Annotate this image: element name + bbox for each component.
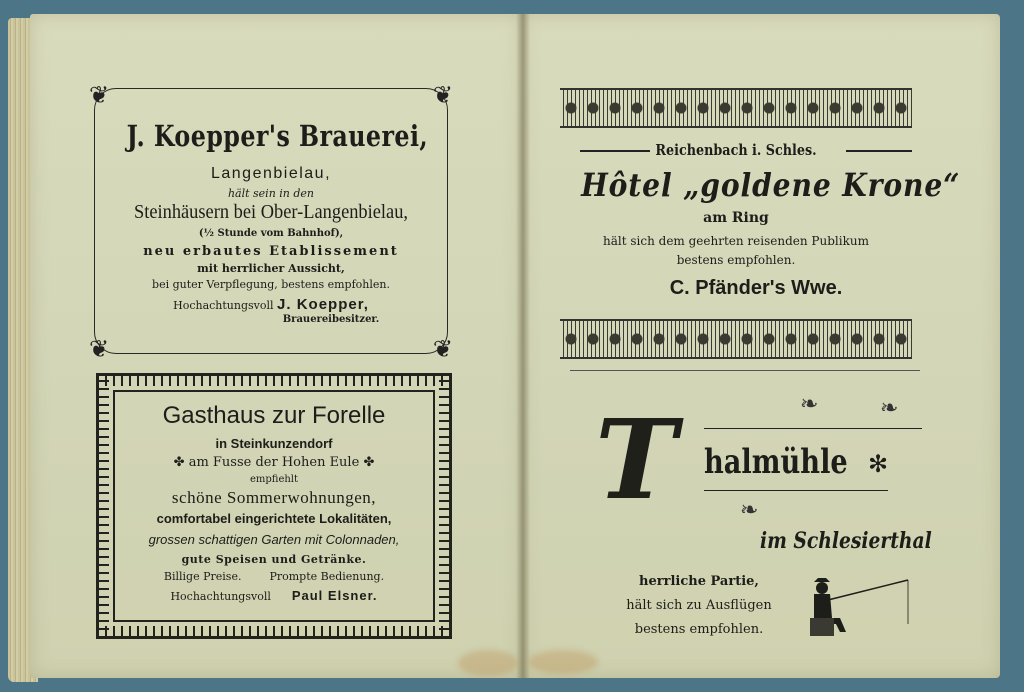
section-divider — [570, 370, 920, 371]
koepper-brewery-ad — [89, 81, 453, 363]
ad-title: Gasthaus zur Forelle — [162, 402, 386, 429]
ad-text: comfortabel eingerichtete Lokalitäten, — [156, 511, 392, 526]
ad-signature-line — [115, 588, 433, 603]
ad-text: gute Speisen und Getränke. — [181, 553, 367, 566]
thalmuehle-text: herrliche Partie, — [639, 574, 759, 589]
ad-prices: Billige Preise. — [163, 570, 242, 583]
ad-role: Brauereibesitzer. — [282, 314, 380, 325]
ad-distance: (½ Stunde vom Bahnhof), — [198, 228, 344, 239]
flourish-icon: ✤ — [363, 455, 375, 470]
corner-ornament-icon: ❦ — [432, 335, 453, 363]
thalmuehle-region: im Schlesierthal — [760, 528, 932, 554]
ad-greeting: Hochachtungsvoll — [170, 590, 271, 603]
rule-line — [704, 428, 922, 429]
ad-location: am Fusse der Hohen Eule — [188, 455, 360, 470]
hotel-location: am Ring — [703, 210, 769, 226]
ad-frame — [113, 390, 435, 622]
ad-text: neu erbautes Etablissement — [143, 244, 399, 259]
ad-signature-line — [95, 296, 447, 313]
hotel-city: Reichenbach i. Schles. — [655, 141, 817, 159]
corner-ornament-icon: ❦ — [89, 81, 110, 109]
forelle-inn-ad — [96, 373, 452, 639]
sprig-icon: ❧ — [880, 396, 899, 421]
hotel-owner: C. Pfänder's Wwe. — [669, 277, 843, 299]
ad-town: Langenbielau, — [210, 165, 332, 182]
ad-text: grossen schattigen Garten mit Colonnaden, — [148, 532, 400, 547]
sprig-icon: ❧ — [740, 498, 759, 523]
thalmuehle-text: hält sich zu Ausflügen — [626, 598, 772, 613]
hotel-text: hält sich dem geehrten reisenden Publikum — [603, 234, 869, 248]
decorative-border-band — [560, 319, 912, 359]
ad-text: hält sein in den — [227, 187, 315, 200]
star-icon: ✻ — [868, 450, 889, 478]
ad-location-line — [115, 455, 433, 470]
corner-ornament-icon: ❦ — [89, 335, 110, 363]
hotel-name: Hôtel „goldene Krone“ — [581, 166, 961, 204]
sprig-icon: ❧ — [800, 392, 819, 417]
ad-signature: Paul Elsner. — [291, 588, 378, 603]
paper-stain — [528, 650, 598, 674]
hotel-text: bestens empfohlen. — [676, 253, 796, 267]
ad-location: Steinhäusern bei Ober-Langenbielau, — [133, 201, 408, 223]
ad-signature: J. Koepper, — [277, 296, 369, 313]
ad-town: in Steinkunzendorf — [215, 436, 333, 451]
paper-stain — [458, 650, 518, 676]
ad-text: empfiehlt — [249, 474, 299, 485]
ad-service: Prompte Bedienung. — [269, 570, 385, 583]
ad-text: bei guter Verpflegung, bestens empfohlen. — [152, 278, 390, 291]
book-gutter — [516, 14, 530, 678]
corner-ornament-icon: ❦ — [432, 81, 453, 109]
ad-text: schöne Sommerwohnungen, — [171, 488, 377, 507]
ad-prices-line — [115, 570, 433, 583]
rule-line — [704, 490, 888, 491]
thalmuehle-text: bestens empfohlen. — [634, 622, 764, 637]
flourish-icon: ✤ — [173, 455, 185, 470]
thalmuehle-name: halmühle — [704, 442, 848, 482]
angler-silhouette-icon — [800, 574, 912, 638]
ad-title: J. Koepper's Brauerei, — [126, 119, 429, 153]
ad-text: mit herrlicher Aussicht, — [197, 262, 345, 275]
decorative-border-band — [560, 88, 912, 128]
illuminated-initial: T — [595, 395, 677, 524]
ad-greeting: Hochachtungsvoll — [173, 299, 274, 312]
